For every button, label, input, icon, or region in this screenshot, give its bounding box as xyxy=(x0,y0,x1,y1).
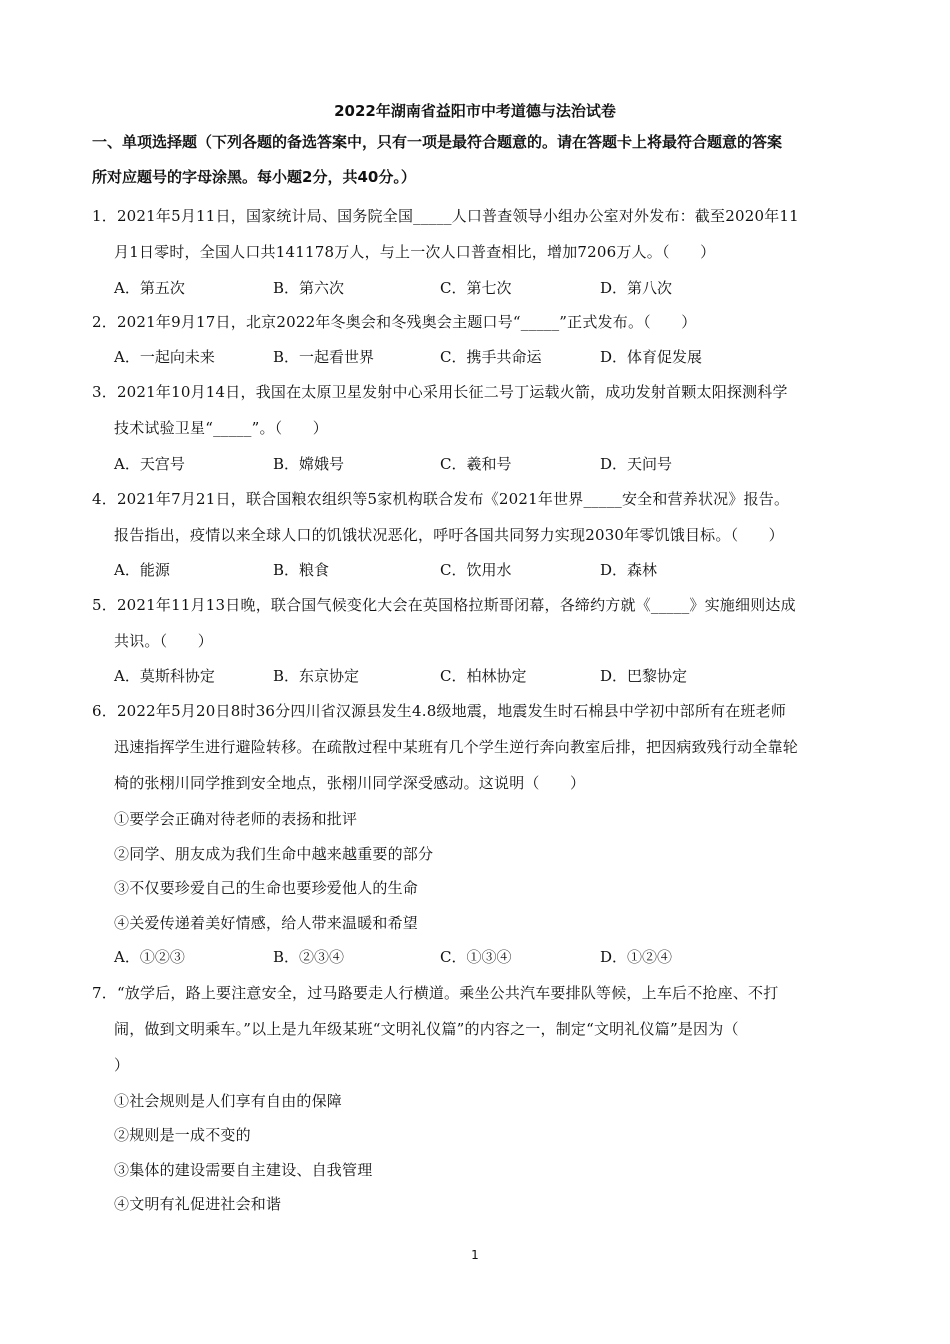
question-1-option-d: D．第八次 xyxy=(600,279,673,297)
question-7-item: ③集体的建设需要自主建设、自我管理 xyxy=(114,1161,373,1179)
question-1-line-2: 月1日零时，全国人口共141178万人，与上一次人口普查相比，增加7206万人。（ ） xyxy=(114,243,716,261)
question-5-option-d: D．巴黎协定 xyxy=(600,667,688,685)
question-7-item: ①社会规则是人们享有自由的保障 xyxy=(114,1092,343,1110)
question-6-item: ③不仅要珍爱自己的生命也要珍爱他人的生命 xyxy=(114,879,419,897)
question-6-item: ④关爱传递着美好情感，给人带来温暖和希望 xyxy=(114,914,419,932)
question-1-option-b: B．第六次 xyxy=(273,279,345,297)
question-6-option-a: A．①②③ xyxy=(114,948,185,966)
question-2-option-d: D．体育促发展 xyxy=(600,348,703,366)
question-4-line-1: 4．2021年7月21日，联合国粮农组织等5家机构联合发布《2021年世界_____安全和营养状况》报告。 xyxy=(92,490,790,508)
question-6-line-2: 迅速指挥学生进行避险转移。在疏散过程中某班有几个学生逆行奔向教室后排，把因病致残行动全靠轮 xyxy=(114,738,799,756)
question-7-line-3: ） xyxy=(114,1056,130,1074)
question-5-option-c: C．柏林协定 xyxy=(440,667,527,685)
page-title: 2022年湖南省益阳市中考道德与法治试卷 xyxy=(334,102,616,120)
question-3-option-b: B．嫦娥号 xyxy=(273,455,345,473)
question-6-option-b: B．②③④ xyxy=(273,948,345,966)
question-3-option-a: A．天宫号 xyxy=(114,455,185,473)
question-5-option-a: A．莫斯科协定 xyxy=(114,667,215,685)
question-4-option-d: D．森林 xyxy=(600,561,658,579)
question-6-line-1: 6．2022年5月20日8时36分四川省汉源县发生4.8级地震，地震发生时石棉县中学初中部所有在班老师 xyxy=(92,702,787,720)
question-1-option-c: C．第七次 xyxy=(440,279,512,297)
question-2-option-b: B．一起看世界 xyxy=(273,348,375,366)
question-3-line-1: 3．2021年10月14日，我国在太原卫星发射中心采用长征二号丁运载火箭，成功发射首颗太阳探测科学 xyxy=(92,383,788,401)
question-4-option-b: B．粮食 xyxy=(273,561,330,579)
section-heading-line: 所对应题号的字母涂黑。每小题2分，共40分。） xyxy=(92,168,416,186)
question-2-line-1: 2．2021年9月17日，北京2022年冬奥会和冬残奥会主题口号“_____”正式发布。（ ） xyxy=(92,313,697,331)
question-5-line-2: 共识。（ ） xyxy=(114,632,213,650)
question-5-line-1: 5．2021年11月13日晚，联合国气候变化大会在英国格拉斯哥闭幕，各缔约方就《_____》实施细则达成 xyxy=(92,596,796,614)
question-4-line-2: 报告指出，疫情以来全球人口的饥饿状况恶化，呼吁各国共同努力实现2030年零饥饿目标。（ ） xyxy=(114,526,784,544)
question-6-option-c: C．①③④ xyxy=(440,948,512,966)
question-4-option-c: C．饮用水 xyxy=(440,561,512,579)
question-1-option-a: A．第五次 xyxy=(114,279,185,297)
section-heading xyxy=(92,125,882,195)
question-6-option-d: D．①②④ xyxy=(600,948,673,966)
question-6-item: ②同学、朋友成为我们生命中越来越重要的部分 xyxy=(114,845,434,863)
question-7-item: ④文明有礼促进社会和谐 xyxy=(114,1195,282,1213)
section-heading-line: 一、单项选择题（下列各题的备选答案中，只有一项是最符合题意的。请在答题卡上将最符合题意的答案 xyxy=(92,133,783,151)
question-2-option-c: C．携手共命运 xyxy=(440,348,542,366)
page-number: 1 xyxy=(471,1248,479,1262)
question-5-option-b: B．东京协定 xyxy=(273,667,360,685)
question-1-line-1: 1．2021年5月11日，国家统计局、国务院全国_____人口普查领导小组办公室对外发布：截至2020年11 xyxy=(92,207,799,225)
question-7-item: ②规则是一成不变的 xyxy=(114,1126,251,1144)
question-2-option-a: A．一起向未来 xyxy=(114,348,215,366)
question-7-line-2: 闹，做到文明乘车。”以上是九年级某班“文明礼仪篇”的内容之一，制定“文明礼仪篇”是因为（ xyxy=(114,1020,739,1038)
question-6-item: ①要学会正确对待老师的表扬和批评 xyxy=(114,810,358,828)
question-3-option-d: D．天问号 xyxy=(600,455,673,473)
question-3-option-c: C．羲和号 xyxy=(440,455,512,473)
question-4-option-a: A．能源 xyxy=(114,561,170,579)
question-3-line-2: 技术试验卫星“_____”。（ ） xyxy=(114,419,328,437)
question-6-line-3: 椅的张栩川同学推到安全地点，张栩川同学深受感动。这说明（ ） xyxy=(114,774,586,792)
question-7-line-1: 7．“放学后，路上要注意安全，过马路要走人行横道。乘坐公共汽车要排队等候，上车后不抢座、不打 xyxy=(92,984,779,1002)
